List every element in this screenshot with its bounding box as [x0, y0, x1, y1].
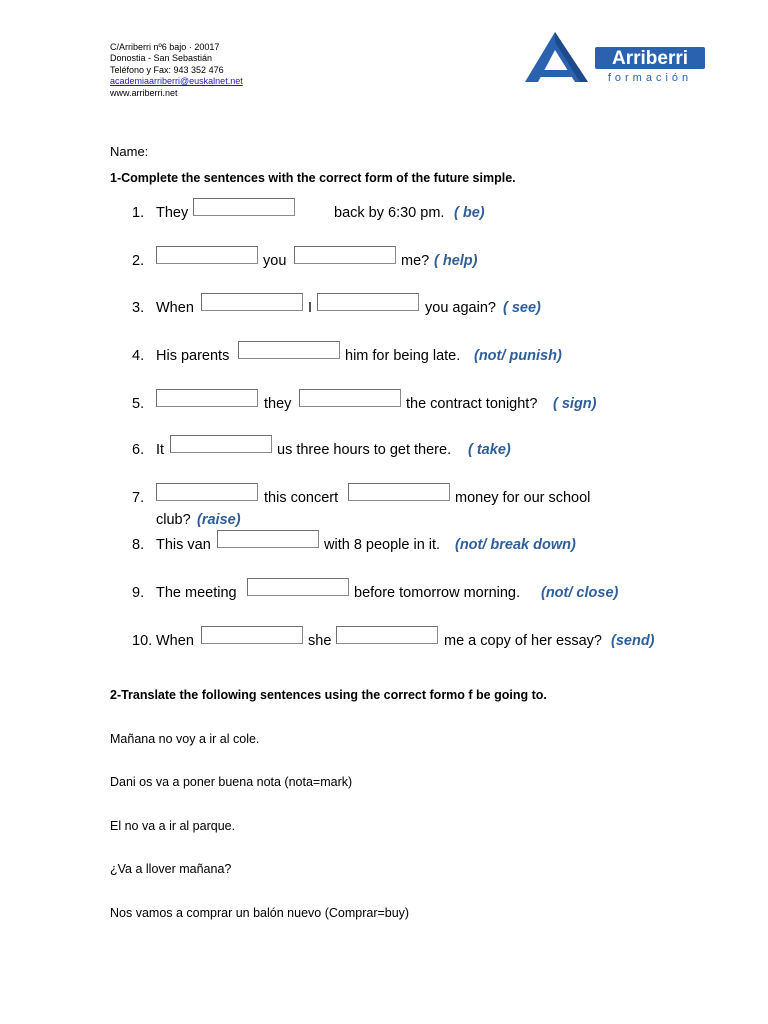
item-number: 2. [132, 253, 145, 269]
website-text: www.arriberri.net [110, 87, 178, 98]
logo-subtitle: formación [607, 72, 693, 84]
item-text: you again? [425, 300, 496, 316]
verb-hint: ( sign) [553, 396, 597, 412]
address-phone: Teléfono y Fax: 943 352 476 [110, 64, 224, 75]
address-city: Donostia - San Sebastián [110, 53, 213, 64]
answer-field[interactable] [299, 389, 401, 407]
item-number: 8. [132, 537, 145, 553]
answer-field[interactable] [336, 626, 438, 644]
item-text: The meeting [156, 585, 237, 601]
verb-hint: ( be) [454, 205, 485, 221]
item-number: 7. [132, 490, 145, 506]
item-number: 1. [132, 205, 145, 221]
item-text: When [156, 633, 194, 649]
section1-title: 1-Complete the sentences with the correct form of the future simple. [110, 171, 516, 185]
translation-sentence: ¿Va a llover mañana? [110, 862, 232, 876]
list-item [132, 490, 632, 510]
item-text: When [156, 300, 194, 316]
answer-field[interactable] [201, 626, 303, 644]
address-street: C/Arriberri nº6 bajo · 20017 [110, 42, 220, 52]
item-text: the contract tonight? [406, 396, 538, 412]
item-number: 10. [132, 633, 153, 649]
list-item [132, 300, 632, 320]
item-text: They [156, 205, 189, 221]
item-text: before tomorrow morning. [354, 585, 521, 601]
answer-field[interactable] [294, 246, 396, 264]
logo-title: Arriberri [611, 48, 689, 69]
verb-hint: (not/ close) [541, 585, 619, 601]
answer-field[interactable] [238, 341, 340, 359]
list-item [132, 253, 632, 273]
list-item [132, 585, 632, 605]
item-text: they [264, 396, 292, 412]
item-text: It [156, 442, 165, 458]
answer-field[interactable] [217, 530, 319, 548]
list-item [132, 537, 632, 557]
translation-sentence: Nos vamos a comprar un balón nuevo (Comprar=buy) [110, 906, 410, 920]
item-text: him for being late. [345, 348, 461, 364]
verb-hint: (raise) [197, 512, 241, 528]
verb-hint: ( take) [468, 442, 511, 458]
answer-field[interactable] [317, 293, 419, 311]
list-item [132, 205, 632, 225]
verb-hint: (not/ break down) [455, 537, 576, 553]
item-text: she [308, 633, 332, 649]
list-item [132, 633, 672, 653]
list-item-continuation [132, 512, 432, 532]
verb-hint: (not/ punish) [474, 348, 562, 364]
section2-title: 2-Translate the following sentences using the correct formo f be going to. [110, 688, 547, 702]
answer-field[interactable] [156, 389, 258, 407]
answer-field[interactable] [156, 246, 258, 264]
address-block [110, 42, 243, 99]
answer-field[interactable] [193, 198, 295, 216]
translation-sentence: Mañana no voy a ir al cole. [110, 732, 260, 746]
verb-hint: ( see) [503, 300, 541, 316]
name-label: Name: [110, 144, 149, 159]
answer-field[interactable] [156, 483, 258, 501]
item-text: I [308, 300, 313, 316]
item-text: His parents [156, 348, 230, 364]
verb-hint: (send) [611, 633, 655, 649]
item-text: back by 6:30 pm. [334, 205, 445, 221]
email-link[interactable]: academiaarriberri@euskalnet.net [110, 76, 243, 87]
item-number: 5. [132, 396, 145, 412]
item-text: club? [156, 512, 191, 528]
arriberri-logo [520, 30, 710, 90]
item-number: 3. [132, 300, 145, 316]
logo-a-icon [520, 30, 710, 90]
answer-field[interactable] [247, 578, 349, 596]
answer-field[interactable] [201, 293, 303, 311]
list-item [132, 442, 632, 462]
item-number: 9. [132, 585, 145, 601]
item-text: me? [401, 253, 430, 269]
verb-hint: ( help) [434, 253, 478, 269]
item-number: 4. [132, 348, 145, 364]
answer-field[interactable] [348, 483, 450, 501]
item-text: us three hours to get there. [277, 442, 452, 458]
item-text: money for our school [455, 490, 591, 506]
item-number: 6. [132, 442, 145, 458]
item-text: me a copy of her essay? [444, 633, 602, 649]
item-text: you [263, 253, 287, 269]
answer-field[interactable] [170, 435, 272, 453]
list-item [132, 396, 632, 416]
item-text: with 8 people in it. [324, 537, 441, 553]
item-text: this concert [264, 490, 339, 506]
translation-sentence: Dani os va a poner buena nota (nota=mark) [110, 775, 353, 789]
list-item [132, 348, 632, 368]
translation-sentence: El no va a ir al parque. [110, 819, 236, 833]
item-text: This van [156, 537, 211, 553]
